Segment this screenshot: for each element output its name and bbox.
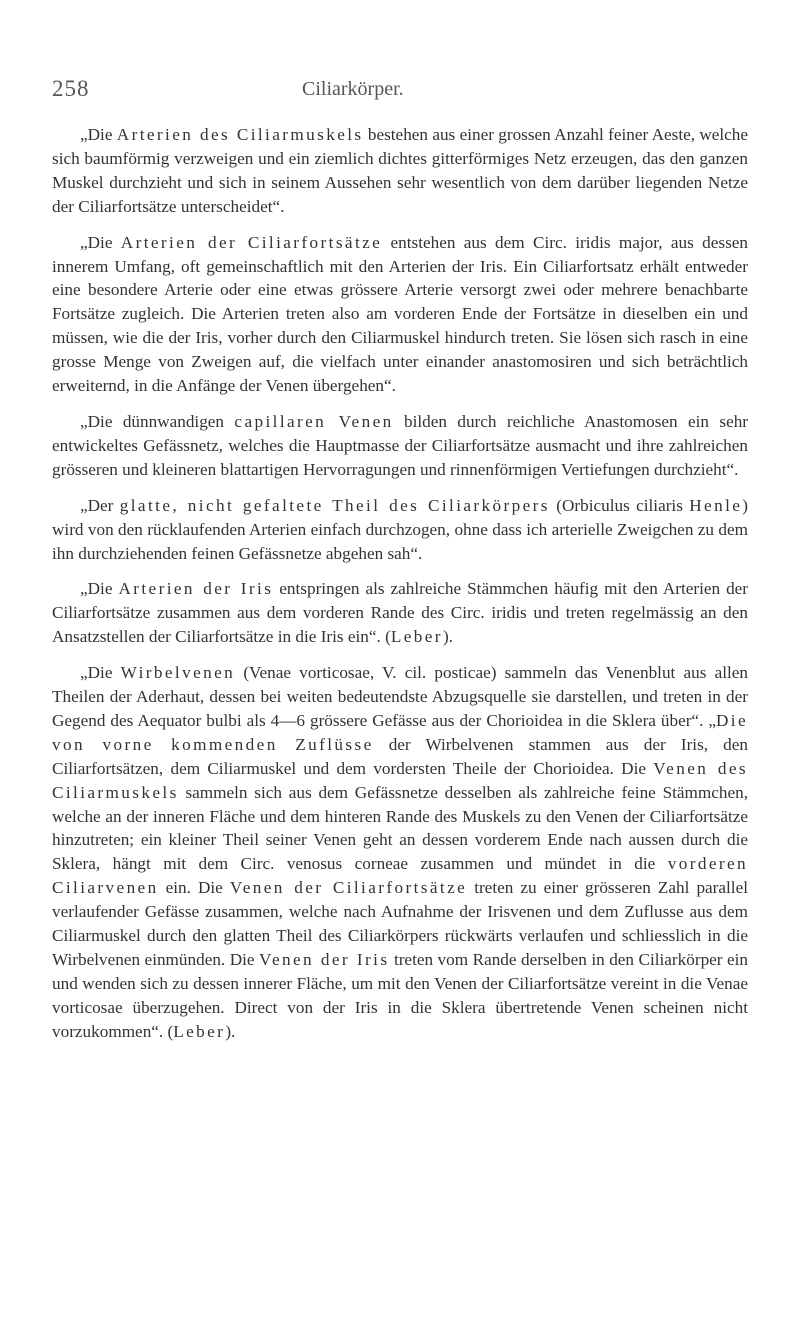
text-run: „Die [80,125,113,144]
paragraph-orbiculus-ciliaris [52,494,748,566]
text-run: „Die dünnwandigen [80,411,225,431]
text-run: bestehen aus einer grossen Anzahl feiner Aeste, welche sich baumförmig verzweigen und ein ziemlich dichtes gitterförmiges Netz erzeugen, das den ganzen Muskel durchzieht und sich in seinem Aussehen sehr wesentlich von dem darüber liegenden Netze der Ciliarfortsätze unterscheidet“. [52,125,749,216]
text-run: treten vom Rande derselben in den Ciliarkörper ein und wenden sich zu dessen innerer Fläche, um mit den Venen der Ciliarfortsätze vereint in die Venae vorticosae überzugehen. Direct von der Iris in die Sklera übertretende Venen scheinen nicht vorzukommen“. ( [52,950,748,1041]
spaced-term: capillaren Venen [234,411,394,431]
spaced-term: Venen des Ciliarmuskels [52,758,749,802]
running-head: Ciliarkörper. [302,78,404,100]
spaced-term: Wirbelvenen [120,663,236,683]
text-run: „Die [80,579,113,599]
paragraph-ciliary-process-arteries [52,231,748,398]
page-header [52,76,748,106]
spaced-term: Arterien der Iris [118,579,274,599]
text-run: der Wirbelvenen stammen aus der Iris, den Ciliarfortsätzen, dem Ciliarmuskel und dem vordersten Theile der Chorioidea. Die [52,734,748,778]
text-run: (Orbiculus ciliaris [556,495,683,515]
text-run: „Die [80,232,113,252]
paragraph-iris-arteries [52,577,748,649]
text-run: sammeln sich aus dem Gefässnetze desselben als zahlreiche feine Stämmchen, welche an der inneren Fläche und dem hinteren Rande des Muskels zu den Venen der Ciliarfortsätze hinzutreten; ein kleiner Theil seiner Venen geht an dessen vorderem Ende nach aussen durch die Sklera, hängt mit dem Circ. venosus corneae zusammen und mündet in die [52,782,749,874]
text-run: entstehen aus dem Circ. iridis major, aus dessen innerem Umfang, oft gemeinschaftlich mit den Arterien der Iris. Ein Ciliarfortsatz erhält entweder eine besondere Arterie oder eine etwas grössere Arterie versorgt zwei oder mehrere benachbarte Fortsätze zugleich. Die Arterien treten also am vorderen Ende der Fortsätze in dieselben ein und müssen, wie die der Iris, vorher durch den Ciliarmuskel hindurch treten. Sie lösen sich rasch in eine grosse Menge von Zweigen auf, die vielfach unter einander anastomosiren und sich beträchtlich erweiternd, in die Anfänge der Venen übergehen“. [52,232,749,396]
spaced-term: glatte, nicht gefaltete Theil des Ciliarkörpers [119,495,550,515]
text-run: ). [442,627,453,647]
text-run: (Venae vorticosae, V. cil. posticae) sammeln das Venenblut aus allen Theilen der Aderhaut, dessen bei weiten bedeutendste Abzugsquelle sie darstellen, und treten in der Gegend des Aequator bulbi als 4—6 grössere Gefässe aus der Chorioidea in die Sklera über“. „ [52,663,749,730]
text-run: „Der [80,495,114,515]
author-name: Leber [173,1021,226,1041]
spaced-term: vorderen Ciliarvenen [52,854,748,898]
text-run: bilden durch reichliche Anastomosen ein sehr entwickeltes Gefässnetz, welches die Hauptmasse der Ciliarfortsätze ausmacht und ihre zahlreichen grösseren und kleineren blattartigen Hervorragungen und rinnenförmigen Vertiefungen durchzieht“. [52,411,749,479]
text-run: treten zu einer grösseren Zahl parallel verlaufender Gefässe zusammen, welche nach Aufnahme der Irisvenen und dem Zuflusse aus dem Ciliarmuskel durch den glatten Theil des Ciliarkörpers rückwärts verlaufen und schliesslich in die Wirbelvenen einmünden. Die [52,878,748,969]
text-run: entspringen als zahlreiche Stämmchen häufig mit den Arterien der Ciliarfortsätze zusammen aus dem vorderen Rande des Circ. iridis und treten regelmässig an den Ansatzstellen der Ciliarfortsätze in die Iris ein“. ( [52,579,749,647]
spaced-term: Arterien der Ciliarfortsätze [120,232,383,252]
spaced-term: Venen der Iris [259,950,390,969]
text-run: ) wird von den rücklaufenden Arterien einfach durchzogen, ohne dass ich arterielle Zweigchen zu dem ihn durchziehenden feinen Gefässnetze abgehen sah“. [52,495,749,563]
body-text [52,123,748,1056]
paragraph-vortex-veins [52,661,748,1044]
text-run: ein. Die [165,878,223,898]
page-number: 258 [52,76,90,101]
spaced-term: Die von vorne kommenden Zuflüsse [52,710,748,754]
author-name: Leber [390,627,443,647]
text-run: ). [225,1021,236,1041]
spaced-term: Arterien des Ciliarmuskels [116,125,364,144]
text-run: „Die [80,663,113,683]
paragraph-capillary-veins [52,410,748,482]
paragraph-ciliary-muscle-arteries [52,123,748,219]
spaced-term: Venen der Ciliarfortsätze [229,878,468,898]
author-name: Henle [689,495,743,515]
